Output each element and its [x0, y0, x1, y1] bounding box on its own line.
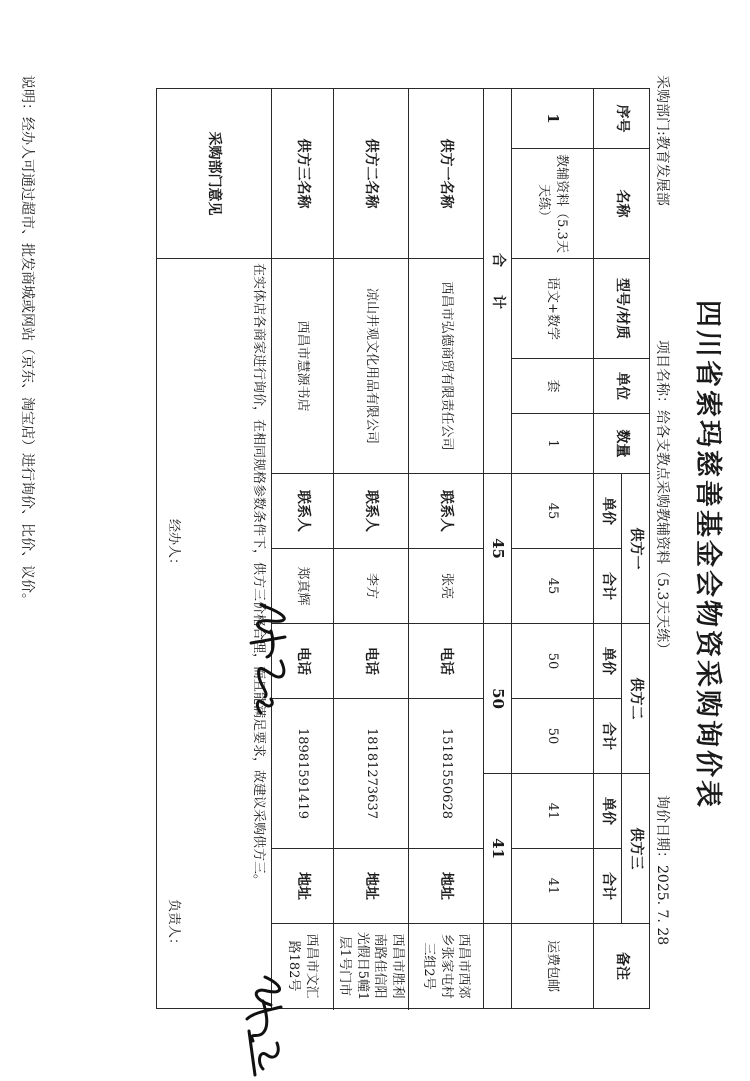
header-unit: 单位: [594, 359, 650, 414]
totals-s3: 41: [484, 774, 512, 924]
supplier3-row: [271, 89, 333, 1009]
responsible-signature: [238, 971, 293, 1081]
supplier3-phone-label: 电话: [271, 624, 333, 699]
supplier1-address: 西昌市西郊乡张家屯村三组2号: [409, 924, 484, 1009]
header-s3-unit-price: 单价: [594, 774, 622, 849]
supplier3-label: 供方三名称: [271, 89, 333, 259]
supplier1-address-label: 地址: [409, 849, 484, 924]
supplier1-label: 供方一名称: [409, 89, 484, 259]
supplier2-phone-label: 电话: [333, 624, 408, 699]
header-supplier2: 供方二: [622, 624, 650, 774]
totals-s1: 45: [484, 474, 512, 624]
purchase-department: 采购部门:教育发展部: [654, 75, 670, 206]
item-seq: 1: [512, 89, 594, 149]
item-s1-price: 45: [512, 474, 594, 549]
header-remark: 备注: [594, 924, 650, 1009]
handler-label: 经办人：: [166, 519, 182, 572]
header-s2-unit-price: 单价: [594, 624, 622, 699]
supplier1-row: [409, 89, 484, 1009]
supplier2-contact: 李方: [333, 549, 408, 624]
supplier2-address-label: 地址: [333, 849, 408, 924]
supplier1-name: 西昌市弘德商贸有限责任公司: [409, 259, 484, 474]
supplier3-address: 西昌市文汇路182号: [271, 924, 333, 1009]
header-name: 名称: [594, 149, 650, 259]
totals-label: 合 计: [484, 89, 512, 474]
item-remark: 运费包邮: [512, 924, 594, 1009]
opinion-text: 在实体店各商家进行询价，在相同规格参数条件下，供方三价格合理，而且能满足要求，故建议采购供方三。: [250, 263, 266, 888]
opinion-cell: [156, 259, 271, 1009]
totals-s2: 50: [484, 624, 512, 774]
item-s2-total: 50: [512, 699, 594, 774]
item-s2-price: 50: [512, 624, 594, 699]
totals-remark: [484, 924, 512, 1009]
supplier3-name: 西昌市慧源书店: [271, 259, 333, 474]
item-s3-price: 41: [512, 774, 594, 849]
inquiry-date: 询价日期：2025. 7. 28: [654, 795, 670, 946]
supplier1-contact: 张亮: [409, 549, 484, 624]
supplier2-label: 供方二名称: [333, 89, 408, 259]
supplier3-contact: 郑真辉: [271, 549, 333, 624]
item-qty: 1: [512, 414, 594, 474]
item-unit: 套: [512, 359, 594, 414]
project-name: 项目名称：给各支教点采购教辅资料（5.3天天练）: [654, 340, 670, 657]
supplier2-name: 凉山井观文化用品有限公司: [333, 259, 408, 474]
item-s3-total: 41: [512, 849, 594, 924]
header-supplier3: 供方三: [622, 774, 650, 924]
opinion-label: 采购部门意见: [156, 89, 271, 259]
header-s1-subtotal: 合计: [594, 549, 622, 624]
item-name: 教辅资料（5.3天天练）: [512, 149, 594, 259]
supplier1-phone: 15181550628: [409, 699, 484, 849]
supplier3-phone: 18981591419: [271, 699, 333, 849]
header-model: 型号/材质: [594, 259, 650, 359]
responsible-label: 负责人：: [166, 899, 182, 952]
item-s1-total: 45: [512, 549, 594, 624]
supplier3-contact-label: 联系人: [271, 474, 333, 549]
supplier1-contact-label: 联系人: [409, 474, 484, 549]
totals-row: [484, 89, 512, 1009]
inquiry-table: [156, 88, 650, 1009]
handler-signature: [241, 597, 301, 727]
footer-note: 说明：经办人可通过超市、批发商城或网站（京东、淘宝店）进行询价、比价、议价。: [19, 75, 35, 607]
supplier3-address-label: 地址: [271, 849, 333, 924]
supplier2-contact-label: 联系人: [333, 474, 408, 549]
header-row-1: [622, 89, 650, 1009]
supplier2-row: [333, 89, 408, 1009]
opinion-row: [156, 89, 271, 1009]
supplier1-phone-label: 电话: [409, 624, 484, 699]
header-qty: 数量: [594, 414, 650, 474]
form-title: 四川省索玛慈善基金会物资采购询价表: [692, 300, 723, 810]
header-s2-subtotal: 合计: [594, 699, 622, 774]
item-model: 语文+数学: [512, 259, 594, 359]
header-s1-unit-price: 单价: [594, 474, 622, 549]
supplier2-phone: 18181273637: [333, 699, 408, 849]
item-row: [512, 89, 594, 1009]
header-seq: 序号: [594, 89, 650, 149]
header-s3-subtotal: 合计: [594, 849, 622, 924]
supplier2-address: 西昌市胜利南路佳信阳光假日5幢1层1号门市: [333, 924, 408, 1009]
header-supplier1: 供方一: [622, 474, 650, 624]
